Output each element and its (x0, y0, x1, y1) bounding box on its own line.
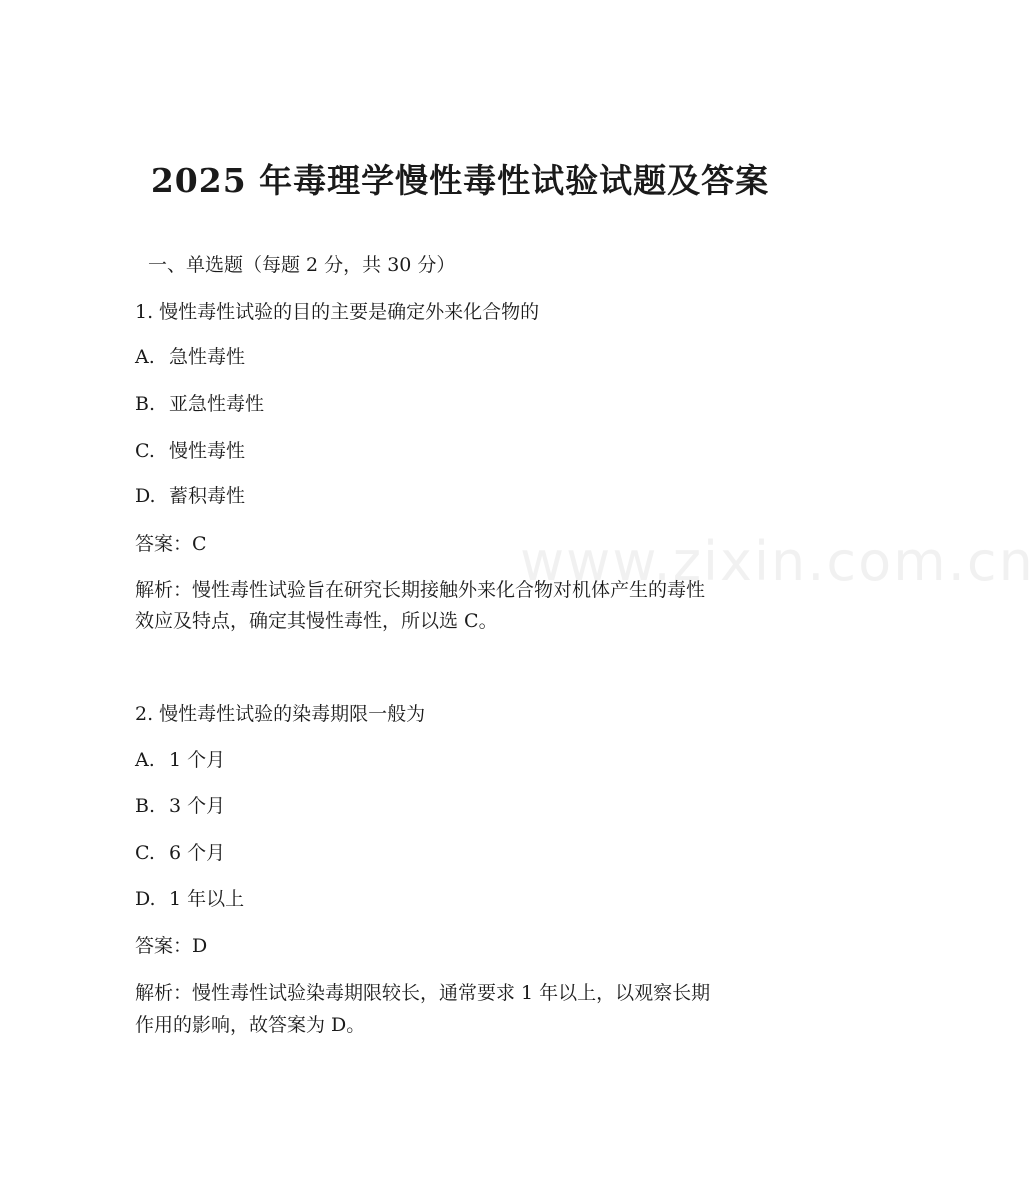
option-letter: D. (135, 888, 156, 910)
option-letter: C. (135, 842, 155, 864)
question-1-option-c (135, 436, 245, 466)
option-text: 6 个月 (169, 842, 226, 864)
question-2-analysis-line-2: 作用的影响，故答案为 D。 (135, 1014, 366, 1036)
question-2-stem: 2. 慢性毒性试验的染毒期限一般为 (135, 703, 426, 725)
question-1-option-d (135, 481, 245, 511)
option-letter: A. (135, 749, 155, 771)
question-2-answer: 答案：D (135, 935, 208, 957)
question-2-option-c (135, 838, 225, 868)
option-text: 1 个月 (169, 749, 226, 771)
option-text: 慢性毒性 (169, 440, 246, 462)
option-text: 1 年以上 (169, 888, 245, 910)
question-2-analysis-line-1: 解析：慢性毒性试验染毒期限较长，通常要求 1 年以上，以观察长期 (135, 982, 711, 1004)
option-text: 蓄积毒性 (169, 485, 246, 507)
option-letter: B. (135, 795, 156, 817)
question-1-option-b (135, 389, 264, 419)
question-1-analysis-line-2: 效应及特点，确定其慢性毒性，所以选 C。 (135, 610, 498, 632)
question-1-analysis-line-1: 解析：慢性毒性试验旨在研究长期接触外来化合物对机体产生的毒性 (135, 579, 706, 601)
option-letter: C. (135, 440, 155, 462)
question-2-option-a (135, 745, 225, 775)
question-1-answer: 答案：C (135, 533, 207, 555)
watermark: www.zixin.com.cn (520, 530, 1035, 593)
option-text: 亚急性毒性 (169, 393, 265, 415)
section-heading: 一、单选题（每题 2 分，共 30 分） (148, 254, 456, 276)
question-1-stem: 1. 慢性毒性试验的目的主要是确定外来化合物的 (135, 301, 540, 323)
option-text: 急性毒性 (169, 346, 246, 368)
option-text: 3 个月 (169, 795, 226, 817)
option-letter: A. (135, 346, 155, 368)
question-2-option-b (135, 791, 225, 821)
document-title: 2025 年毒理学慢性毒性试验试题及答案 (150, 161, 770, 200)
question-2-option-d (135, 884, 244, 914)
option-letter: D. (135, 485, 156, 507)
question-1-option-a (135, 342, 245, 372)
option-letter: B. (135, 393, 156, 415)
